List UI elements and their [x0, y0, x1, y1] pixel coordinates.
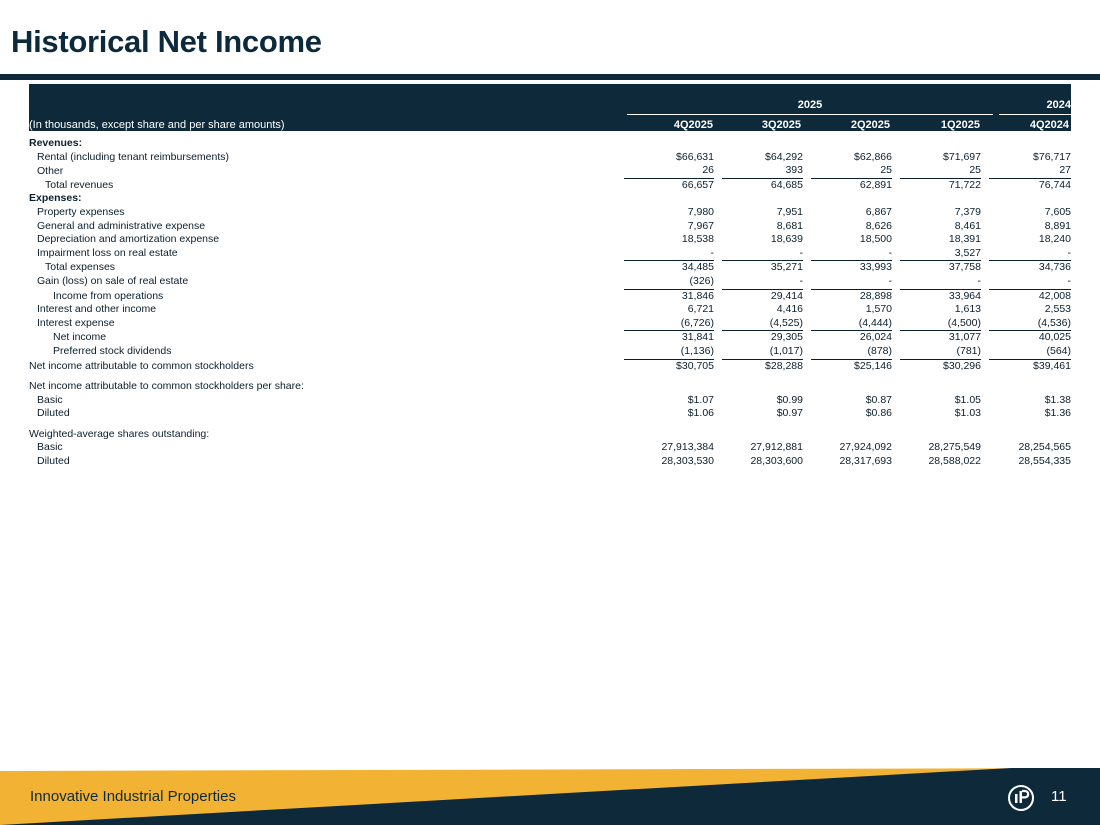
value-cell: 8,626 — [865, 219, 892, 232]
value-cell: 4,416 — [776, 303, 803, 316]
table-row — [29, 192, 1071, 206]
spacer-cell — [29, 373, 1071, 380]
value-cell: 31,841 — [624, 331, 714, 345]
year-2024-rule — [999, 114, 1071, 115]
column-gap — [981, 233, 989, 247]
table-row — [29, 151, 1071, 165]
value-cell: 29,305 — [722, 331, 803, 345]
column-gap — [714, 247, 722, 261]
value-cell: (4,500) — [947, 316, 981, 329]
page-title: Historical Net Income — [11, 24, 322, 59]
column-gap — [981, 192, 989, 206]
table-row — [29, 455, 1071, 469]
value-cell — [624, 192, 714, 206]
column-gap — [803, 394, 811, 408]
value-cell: 71,722 — [900, 178, 981, 192]
value-cell: 18,538 — [681, 233, 714, 246]
column-gap — [981, 359, 989, 373]
value-cell: (1,017) — [769, 344, 803, 357]
table-row — [29, 303, 1071, 317]
row-spacer — [29, 373, 1071, 380]
value-cell — [722, 192, 803, 206]
value-cell: $0.97 — [776, 407, 803, 420]
column-gap — [981, 407, 989, 421]
year-2024-label: 2024 — [1046, 99, 1071, 111]
value-cell: $0.86 — [865, 407, 892, 420]
value-cell: 28,588,022 — [928, 455, 981, 468]
column-gap — [803, 151, 811, 165]
column-gap — [714, 275, 722, 289]
column-gap — [803, 261, 811, 275]
value-cell: (878) — [867, 344, 892, 357]
column-gap — [981, 275, 989, 289]
value-cell — [811, 428, 892, 442]
value-cell: - — [888, 246, 892, 259]
row-label: Other — [37, 164, 64, 177]
table-row — [29, 317, 1071, 331]
value-cell: 28,303,600 — [750, 455, 803, 468]
company-name: Innovative Industrial Properties — [30, 788, 236, 805]
row-label: Net income attributable to common stockholders — [29, 359, 254, 372]
column-gap — [714, 151, 722, 165]
row-label: Diluted — [37, 455, 70, 468]
value-cell: 8,461 — [954, 219, 981, 232]
row-label: Basic — [37, 393, 63, 406]
row-label: Preferred stock dividends — [53, 345, 172, 358]
value-cell: 6,867 — [865, 205, 892, 218]
column-gap — [892, 317, 900, 331]
row-label: Interest expense — [37, 317, 115, 330]
page-number: 11 — [1051, 788, 1067, 805]
column-gap — [981, 331, 989, 345]
row-label: Net income — [53, 331, 107, 344]
value-cell: 6,721 — [687, 303, 714, 316]
value-cell — [989, 380, 1071, 394]
value-cell: $1.38 — [1044, 393, 1071, 406]
value-cell: 18,639 — [770, 233, 803, 246]
column-gap — [892, 345, 900, 359]
value-cell — [989, 137, 1071, 151]
row-label: Total expenses — [45, 261, 116, 274]
year-2025-label: 2025 — [797, 99, 823, 111]
value-cell: 3,527 — [954, 246, 981, 259]
value-cell: 28,317,693 — [839, 455, 892, 468]
value-cell — [989, 192, 1071, 206]
column-gap — [981, 261, 989, 275]
value-cell: 8,681 — [776, 219, 803, 232]
value-cell: 7,605 — [1044, 205, 1071, 218]
table-row — [29, 206, 1071, 220]
table-row — [29, 261, 1071, 275]
value-cell — [989, 428, 1071, 442]
value-cell: 29,414 — [722, 289, 803, 303]
value-cell: (781) — [956, 344, 981, 357]
value-cell: - — [799, 246, 803, 259]
value-cell: (6,726) — [680, 316, 714, 329]
column-gap — [803, 289, 811, 303]
row-label: Impairment loss on real estate — [37, 247, 178, 260]
value-cell: 18,500 — [859, 233, 892, 246]
value-cell: 27,913,384 — [661, 441, 714, 454]
value-cell: 26 — [702, 164, 714, 177]
column-gap — [892, 407, 900, 421]
table-row — [29, 178, 1071, 192]
column-gap — [803, 275, 811, 289]
value-cell: 2,553 — [1044, 303, 1071, 316]
value-cell — [811, 380, 892, 394]
value-cell: (1,136) — [680, 344, 714, 357]
column-gap — [803, 380, 811, 394]
value-cell: $64,292 — [765, 150, 803, 163]
row-spacer — [29, 421, 1071, 428]
value-cell: 76,744 — [989, 178, 1071, 192]
row-label: Weighted-average shares outstanding: — [29, 427, 210, 440]
column-gap — [714, 192, 722, 206]
column-gap — [714, 407, 722, 421]
table-row — [29, 137, 1071, 151]
column-gap — [803, 220, 811, 234]
value-cell: 28,898 — [811, 289, 892, 303]
table-row — [29, 380, 1071, 394]
table-row — [29, 233, 1071, 247]
column-gap — [981, 151, 989, 165]
column-header: 1Q2025 — [940, 119, 980, 131]
table-row — [29, 275, 1071, 289]
row-label: General and administrative expense — [37, 219, 206, 232]
column-header: 3Q2025 — [761, 119, 801, 131]
column-gap — [892, 192, 900, 206]
value-cell: - — [1067, 246, 1071, 259]
value-cell: 66,657 — [624, 178, 714, 192]
value-cell: 27,924,092 — [839, 441, 892, 454]
value-cell: 25 — [969, 164, 981, 177]
value-cell: 27,912,881 — [750, 441, 803, 454]
value-cell: $30,705 — [624, 359, 714, 373]
column-gap — [981, 164, 989, 178]
table-row — [29, 331, 1071, 345]
column-gap — [981, 394, 989, 408]
value-cell: - — [1067, 274, 1071, 287]
column-gap — [981, 380, 989, 394]
value-cell: 33,993 — [811, 261, 892, 275]
column-gap — [714, 317, 722, 331]
value-cell: $1.07 — [687, 393, 714, 406]
column-header: 4Q2025 — [673, 119, 713, 131]
column-gap — [803, 178, 811, 192]
value-cell: $25,146 — [811, 359, 892, 373]
column-gap — [892, 455, 900, 469]
column-gap — [892, 331, 900, 345]
row-label: Basic — [37, 441, 63, 454]
value-cell: 1,613 — [954, 303, 981, 316]
column-gap — [714, 164, 722, 178]
units-note: (In thousands, except share and per share amounts) — [29, 119, 285, 131]
column-gap — [803, 192, 811, 206]
column-gap — [714, 455, 722, 469]
value-cell: 28,275,549 — [928, 441, 981, 454]
value-cell: 28,303,530 — [661, 455, 714, 468]
value-cell — [722, 380, 803, 394]
value-cell: 37,758 — [900, 261, 981, 275]
value-cell — [811, 137, 892, 151]
column-gap — [714, 331, 722, 345]
column-gap — [981, 303, 989, 317]
value-cell: 34,736 — [989, 261, 1071, 275]
value-cell: 26,024 — [811, 331, 892, 345]
value-cell: 27 — [1059, 164, 1071, 177]
value-cell: 62,891 — [811, 178, 892, 192]
value-cell: 28,554,335 — [1018, 455, 1071, 468]
iip-logo-icon — [1007, 784, 1035, 817]
value-cell: - — [977, 274, 981, 287]
title-rule — [0, 74, 1100, 80]
value-cell — [900, 137, 981, 151]
column-gap — [981, 220, 989, 234]
column-gap — [981, 289, 989, 303]
value-cell — [624, 137, 714, 151]
value-cell: - — [710, 246, 714, 259]
value-cell: $30,296 — [900, 359, 981, 373]
value-cell: (4,536) — [1037, 316, 1071, 329]
column-gap — [803, 407, 811, 421]
row-label: Total revenues — [45, 178, 114, 191]
value-cell: 31,846 — [624, 289, 714, 303]
column-gap — [981, 247, 989, 261]
value-cell: 18,240 — [1038, 233, 1071, 246]
column-gap — [981, 441, 989, 455]
table-row — [29, 359, 1071, 373]
row-label: Interest and other income — [37, 303, 157, 316]
value-cell: 7,951 — [776, 205, 803, 218]
column-gap — [803, 441, 811, 455]
year-2025-rule — [627, 114, 993, 115]
column-gap — [714, 233, 722, 247]
value-cell: 18,391 — [948, 233, 981, 246]
column-gap — [803, 137, 811, 151]
value-cell: $0.99 — [776, 393, 803, 406]
income-statement-table — [29, 137, 1071, 469]
column-gap — [892, 206, 900, 220]
column-gap — [803, 428, 811, 442]
value-cell: $1.36 — [1044, 407, 1071, 420]
table-row — [29, 289, 1071, 303]
column-gap — [714, 303, 722, 317]
value-cell: $28,288 — [722, 359, 803, 373]
table-row — [29, 394, 1071, 408]
column-gap — [803, 233, 811, 247]
value-cell: $71,697 — [943, 150, 981, 163]
column-gap — [803, 317, 811, 331]
value-cell: 35,271 — [722, 261, 803, 275]
value-cell: $1.05 — [954, 393, 981, 406]
value-cell: - — [799, 274, 803, 287]
value-cell — [811, 192, 892, 206]
value-cell: 7,379 — [954, 205, 981, 218]
column-gap — [981, 455, 989, 469]
table-row — [29, 428, 1071, 442]
value-cell: 28,254,565 — [1018, 441, 1071, 454]
row-label: Rental (including tenant reimbursements) — [37, 150, 230, 163]
value-cell: 40,025 — [989, 331, 1071, 345]
column-gap — [714, 359, 722, 373]
table-header — [29, 84, 1071, 131]
value-cell: $1.06 — [687, 407, 714, 420]
value-cell: (326) — [689, 274, 714, 287]
row-label: Gain (loss) on sale of real estate — [37, 275, 189, 288]
value-cell — [900, 428, 981, 442]
column-gap — [892, 247, 900, 261]
row-label: Revenues: — [29, 137, 83, 149]
value-cell: $1.03 — [954, 407, 981, 420]
column-gap — [714, 220, 722, 234]
column-header: 4Q2024 — [1029, 119, 1069, 131]
column-gap — [803, 455, 811, 469]
table-row — [29, 247, 1071, 261]
value-cell: 31,077 — [900, 331, 981, 345]
value-cell: 64,685 — [722, 178, 803, 192]
column-gap — [714, 428, 722, 442]
column-gap — [981, 345, 989, 359]
table-row — [29, 441, 1071, 455]
column-gap — [714, 441, 722, 455]
column-gap — [714, 206, 722, 220]
column-gap — [714, 345, 722, 359]
value-cell: (4,444) — [858, 316, 892, 329]
value-cell — [624, 380, 714, 394]
value-cell: 393 — [785, 164, 803, 177]
spacer-cell — [29, 421, 1071, 428]
column-gap — [892, 220, 900, 234]
column-gap — [714, 178, 722, 192]
column-gap — [892, 151, 900, 165]
value-cell: 1,570 — [865, 303, 892, 316]
value-cell — [624, 428, 714, 442]
value-cell: 33,964 — [900, 289, 981, 303]
column-gap — [892, 303, 900, 317]
column-gap — [981, 137, 989, 151]
value-cell: $66,631 — [676, 150, 714, 163]
column-header: 2Q2025 — [850, 119, 890, 131]
value-cell: $0.87 — [865, 393, 892, 406]
column-gap — [714, 289, 722, 303]
value-cell — [900, 192, 981, 206]
value-cell: 7,980 — [687, 205, 714, 218]
column-gap — [714, 394, 722, 408]
column-gap — [981, 317, 989, 331]
column-gap — [981, 428, 989, 442]
value-cell: 42,008 — [989, 289, 1071, 303]
column-gap — [803, 359, 811, 373]
column-gap — [892, 233, 900, 247]
table-row — [29, 164, 1071, 178]
column-gap — [892, 137, 900, 151]
value-cell — [900, 380, 981, 394]
column-gap — [892, 428, 900, 442]
table-row — [29, 407, 1071, 421]
column-gap — [892, 275, 900, 289]
value-cell: 25 — [880, 164, 892, 177]
value-cell: $76,717 — [1033, 150, 1071, 163]
column-gap — [714, 137, 722, 151]
column-gap — [803, 303, 811, 317]
column-gap — [892, 380, 900, 394]
value-cell — [722, 428, 803, 442]
column-gap — [892, 261, 900, 275]
column-gap — [803, 331, 811, 345]
value-cell: $39,461 — [989, 359, 1071, 373]
column-gap — [892, 289, 900, 303]
column-gap — [892, 394, 900, 408]
value-cell: 34,485 — [624, 261, 714, 275]
column-gap — [892, 441, 900, 455]
row-label: Property expenses — [37, 205, 125, 218]
value-cell: $62,866 — [854, 150, 892, 163]
row-label: Net income attributable to common stockholders per share: — [29, 380, 304, 393]
column-gap — [892, 359, 900, 373]
row-label: Depreciation and amortization expense — [37, 233, 220, 246]
column-gap — [714, 261, 722, 275]
value-cell: (564) — [1046, 344, 1071, 357]
row-label: Income from operations — [53, 289, 164, 302]
table-row — [29, 345, 1071, 359]
value-cell — [722, 137, 803, 151]
column-gap — [803, 164, 811, 178]
table-row — [29, 220, 1071, 234]
row-label: Expenses: — [29, 192, 82, 205]
column-gap — [892, 164, 900, 178]
value-cell: (4,525) — [769, 316, 803, 329]
column-gap — [892, 178, 900, 192]
column-gap — [803, 247, 811, 261]
column-gap — [981, 178, 989, 192]
row-label: Diluted — [37, 407, 70, 420]
value-cell: 7,967 — [687, 219, 714, 232]
value-cell: 8,891 — [1044, 219, 1071, 232]
column-gap — [803, 345, 811, 359]
column-gap — [714, 380, 722, 394]
column-gap — [981, 206, 989, 220]
column-gap — [803, 206, 811, 220]
value-cell: - — [888, 274, 892, 287]
